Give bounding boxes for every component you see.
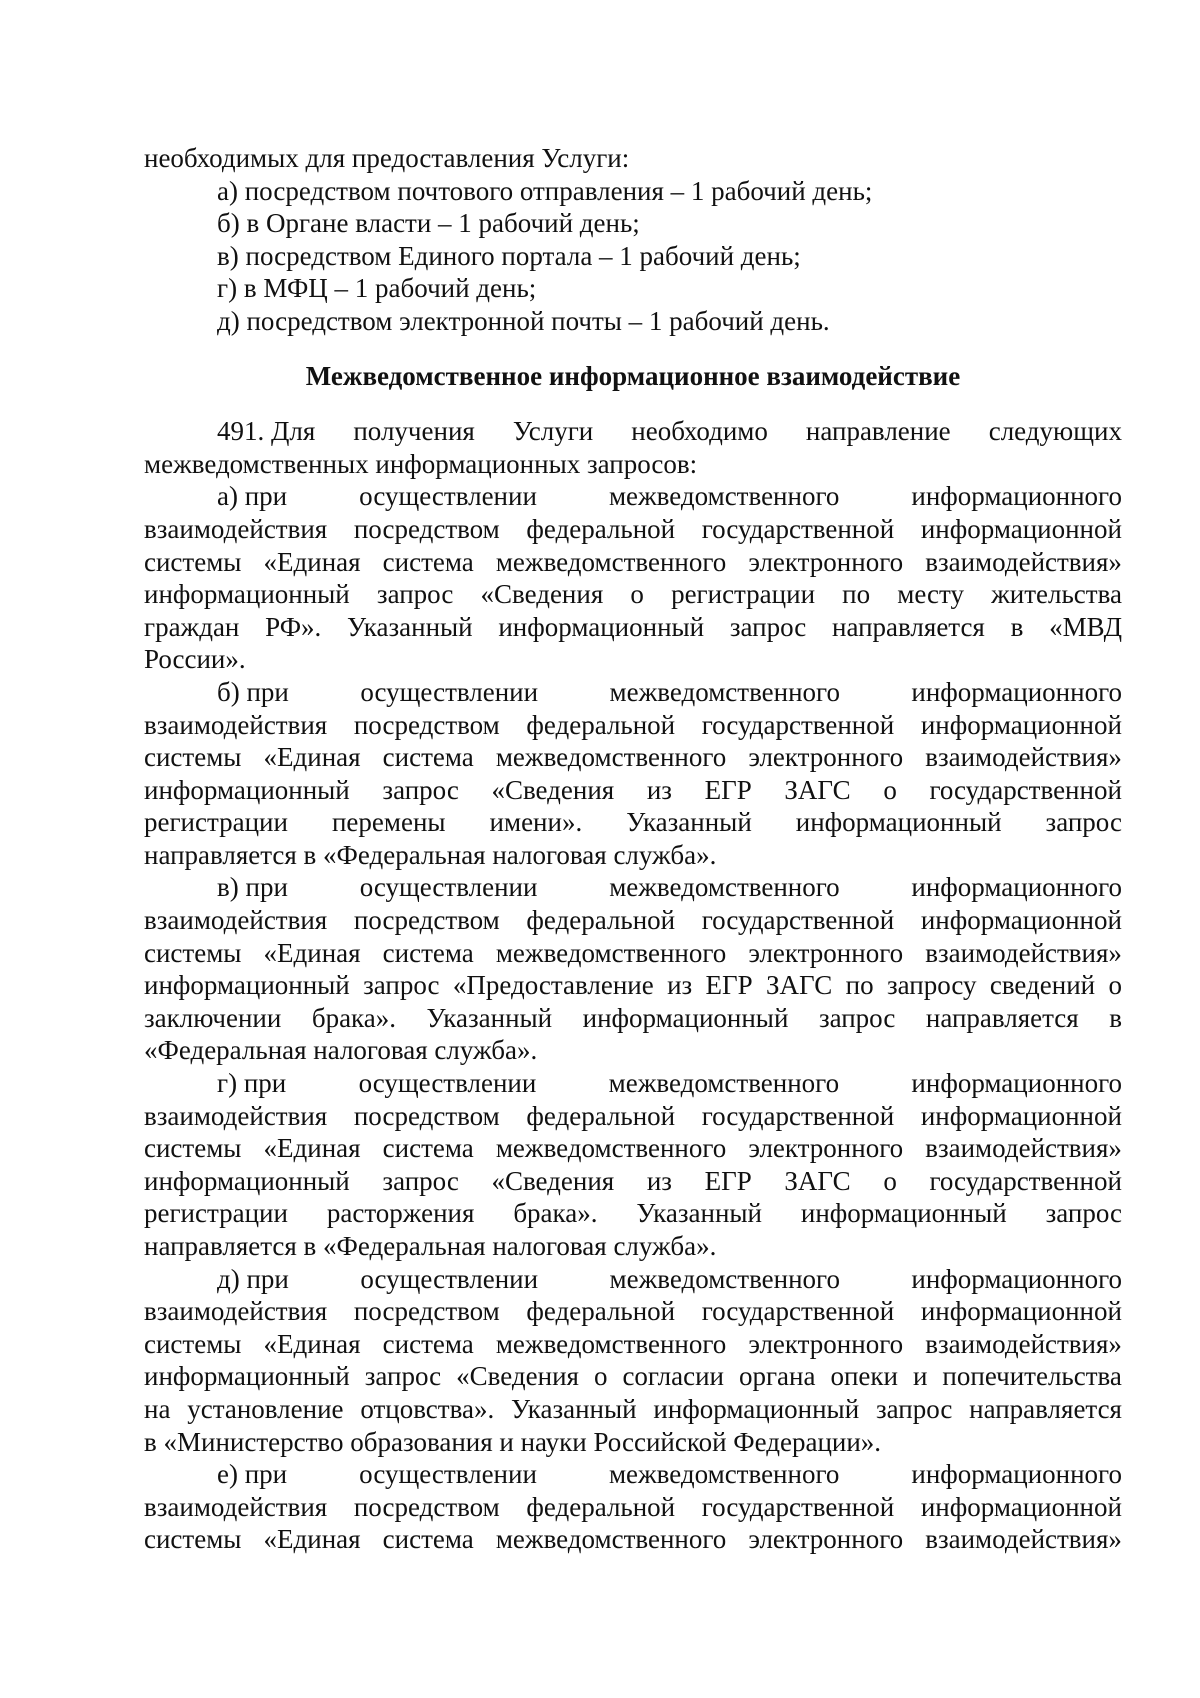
word: на: [144, 1393, 171, 1424]
word: сведений: [989, 970, 1096, 1001]
word: в: [1010, 611, 1024, 642]
word: по: [845, 970, 874, 1001]
word: ЕГР: [705, 970, 753, 1001]
word: информационного: [911, 1459, 1122, 1490]
word: информационный: [653, 1393, 860, 1424]
word: взаимодействия: [144, 709, 328, 740]
word: федеральной: [526, 1100, 676, 1131]
word: отцовства».: [360, 1393, 495, 1424]
word: электронного: [748, 742, 904, 773]
word: «Сведения: [491, 1165, 615, 1196]
word: о: [630, 579, 644, 610]
word: направляется: [925, 1002, 1079, 1033]
word: запрос: [1045, 807, 1122, 838]
item-b-line-1: [144, 676, 1122, 709]
word: федеральной: [526, 1296, 676, 1327]
item-v-line-1: [144, 871, 1122, 904]
item-b-line-6: направляется в «Федеральная налоговая служба».: [144, 839, 717, 870]
word: взаимодействия: [144, 1491, 328, 1522]
word: система: [382, 937, 474, 968]
word: взаимодействия»: [925, 937, 1122, 968]
word: информационной: [920, 1100, 1122, 1131]
word: запрос: [382, 1165, 459, 1196]
item-d-line-4: [144, 1360, 1122, 1393]
word: электронного: [748, 1328, 904, 1359]
item-g-line-6: направляется в «Федеральная налоговая служба».: [144, 1231, 717, 1261]
word: о: [1108, 970, 1122, 1001]
word: государственной: [701, 1100, 895, 1131]
word: ЕГР: [704, 774, 752, 805]
word: взаимодействия: [144, 1296, 328, 1327]
word: «Единая: [263, 742, 361, 773]
word: информационный: [144, 970, 350, 1001]
section-heading: Межведомственное информационное взаимодействие: [305, 360, 961, 391]
item-v-line-2: [144, 904, 1122, 937]
word: РФ».: [265, 611, 322, 642]
word: государственной: [701, 513, 895, 544]
intro-line: необходимых для предоставления Услуги:: [144, 143, 630, 173]
word: системы: [144, 546, 242, 577]
document-body: [144, 142, 1122, 1556]
word: установление: [187, 1393, 344, 1424]
word: Указанный: [426, 1002, 553, 1033]
word: е) при: [217, 1459, 288, 1490]
word: осуществлении: [359, 1459, 537, 1490]
word: «Сведения: [456, 1361, 579, 1392]
word: органа: [738, 1361, 816, 1392]
intro-item-d: д) посредством электронной почты – 1 рабочий день.: [217, 305, 830, 336]
word: направление: [805, 416, 951, 447]
item-v-line-5: [144, 1002, 1122, 1035]
word: информационный: [144, 1361, 350, 1392]
word: месту: [897, 579, 964, 610]
word: попечительства: [942, 1361, 1122, 1392]
word: информационной: [920, 1296, 1122, 1327]
word: информационной: [920, 513, 1122, 544]
word: ЗАГС: [766, 970, 833, 1001]
word: о: [593, 1361, 608, 1392]
item-a-line-5: [144, 611, 1122, 644]
word: ЗАГС: [784, 1165, 851, 1196]
word: система: [382, 1524, 474, 1555]
word: направляется: [832, 611, 985, 642]
intro-item-b: б) в Органе власти – 1 рабочий день;: [217, 208, 640, 239]
word: «Единая: [263, 546, 361, 577]
word: перемены: [331, 807, 446, 838]
item-b-line-3: [144, 741, 1122, 774]
word: осуществлении: [358, 1068, 537, 1099]
word: регистрации: [144, 1198, 288, 1229]
word: получения: [353, 416, 475, 447]
word: межведомственного: [495, 742, 727, 773]
word: информационный: [144, 1165, 350, 1196]
word: Указанный: [347, 611, 473, 642]
word: из: [646, 1165, 672, 1196]
word: межведомственного: [609, 676, 840, 707]
word: система: [382, 546, 474, 577]
word: информационный: [498, 611, 705, 642]
word: из: [646, 774, 672, 805]
item-b-line-2: [144, 709, 1122, 742]
item-a-line-6: России».: [144, 644, 246, 675]
word: о: [883, 1165, 897, 1196]
word: информационной: [920, 709, 1122, 740]
word: брака».: [513, 1198, 598, 1229]
word: граждан: [144, 611, 240, 642]
word: государственной: [701, 1296, 895, 1327]
word: взаимодействия»: [925, 742, 1122, 773]
word: система: [382, 742, 474, 773]
intro-item-a: а) посредством почтового отправления – 1 рабочий день;: [217, 175, 873, 206]
word: «Сведения: [491, 774, 615, 805]
word: федеральной: [526, 709, 676, 740]
word: имени».: [489, 807, 583, 838]
word: электронного: [748, 1133, 904, 1164]
item-a-line-1: [144, 480, 1122, 513]
word: необходимо: [631, 416, 768, 447]
word: системы: [144, 1524, 242, 1555]
item-d-line-5: [144, 1393, 1122, 1426]
word: запрос: [376, 579, 454, 610]
item-e-line-1: [144, 1458, 1122, 1491]
p491-line-2: межведомственных информационных запросов:: [144, 448, 698, 479]
word: в) при: [217, 872, 288, 903]
word: взаимодействия: [144, 513, 328, 544]
word: информационный: [144, 774, 350, 805]
word: межведомственного: [608, 481, 840, 512]
word: информационного: [911, 481, 1122, 512]
word: осуществлении: [360, 676, 539, 707]
word: информационный: [582, 1002, 789, 1033]
item-e-line-2: [144, 1491, 1122, 1524]
word: посредством: [353, 1491, 500, 1522]
item-a-line-2: [144, 513, 1122, 546]
word: «Сведения: [480, 579, 604, 610]
word: запрос: [364, 1361, 442, 1392]
word: информационной: [920, 1491, 1122, 1522]
word: в: [1109, 1002, 1122, 1033]
word: б) при: [217, 676, 289, 707]
word: согласии: [622, 1361, 724, 1392]
word: межведомственного: [495, 1524, 727, 1555]
word: «Предоставление: [452, 970, 654, 1001]
word: информационного: [911, 676, 1122, 707]
word: «Единая: [263, 1328, 361, 1359]
word: межведомственного: [609, 1263, 840, 1294]
word: государственной: [701, 905, 895, 936]
word: заключении: [144, 1002, 282, 1033]
word: информационного: [911, 1068, 1122, 1099]
word: запрос: [1045, 1198, 1122, 1229]
word: г) при: [217, 1068, 287, 1099]
item-g-line-3: [144, 1132, 1122, 1165]
word: запрос: [363, 970, 440, 1001]
word: взаимодействия»: [925, 1524, 1122, 1555]
word: посредством: [353, 1296, 500, 1327]
word: регистрации: [671, 579, 816, 610]
word: система: [382, 1328, 474, 1359]
word: «Единая: [263, 1133, 361, 1164]
item-d-line-1: [144, 1263, 1122, 1296]
word: опеки: [830, 1361, 898, 1392]
word: государственной: [701, 1491, 895, 1522]
word: Указанный: [636, 1198, 762, 1229]
word: государственной: [929, 774, 1122, 805]
word: следующих: [988, 416, 1122, 447]
word: информационного: [911, 872, 1122, 903]
intro-item-g: г) в МФЦ – 1 рабочий день;: [217, 273, 537, 304]
item-d-line-6: в «Министерство образования и науки Российской Федерации».: [144, 1426, 882, 1457]
word: взаимодействия»: [925, 1133, 1122, 1164]
word: брака».: [311, 1002, 396, 1033]
word: системы: [144, 1328, 242, 1359]
word: информационный: [144, 579, 350, 610]
word: запрос: [818, 1002, 896, 1033]
word: взаимодействия: [144, 1100, 328, 1131]
word: из: [667, 970, 693, 1001]
word: посредством: [353, 1100, 500, 1131]
word: запрос: [729, 611, 807, 642]
word: информационного: [911, 1263, 1122, 1294]
word: межведомственного: [495, 546, 727, 577]
word: осуществлении: [360, 1263, 539, 1294]
item-d-line-2: [144, 1295, 1122, 1328]
word: Услуги: [512, 416, 594, 447]
item-e-line-3: [144, 1523, 1122, 1556]
word: информационной: [920, 905, 1122, 936]
word: посредством: [353, 513, 500, 544]
word: информационный: [800, 1198, 1007, 1229]
word: по: [842, 579, 871, 610]
word: межведомственного: [495, 937, 727, 968]
word: ЕГР: [704, 1165, 752, 1196]
word: системы: [144, 937, 242, 968]
word: взаимодействия: [144, 905, 328, 936]
word: взаимодействия»: [925, 1328, 1122, 1359]
item-g-line-2: [144, 1100, 1122, 1133]
item-g-line-5: [144, 1197, 1122, 1230]
word: «МВД: [1049, 611, 1122, 642]
word: системы: [144, 1133, 242, 1164]
word: и: [912, 1361, 928, 1392]
word: «Единая: [263, 1524, 361, 1555]
word: осуществлении: [359, 481, 537, 512]
word: Указанный: [626, 807, 752, 838]
item-g-line-4: [144, 1165, 1122, 1198]
word: расторжения: [326, 1198, 475, 1229]
word: системы: [144, 742, 242, 773]
intro-item-v: в) посредством Единого портала – 1 рабочий день;: [217, 240, 801, 271]
item-a-line-4: [144, 578, 1122, 611]
word: межведомственного: [608, 1459, 840, 1490]
item-v-line-6: «Федеральная налоговая служба».: [144, 1035, 538, 1066]
word: запрос: [382, 774, 459, 805]
word: д) при: [217, 1263, 289, 1294]
item-b-line-5: [144, 806, 1122, 839]
word: электронного: [748, 1524, 904, 1555]
word: направляется: [969, 1393, 1122, 1424]
item-v-line-3: [144, 937, 1122, 970]
item-b-line-4: [144, 774, 1122, 807]
word: система: [382, 1133, 474, 1164]
word: посредством: [353, 905, 500, 936]
word: федеральной: [526, 905, 676, 936]
word: 491. Для: [217, 416, 316, 447]
word: федеральной: [526, 1491, 676, 1522]
word: запрос: [875, 1393, 953, 1424]
word: осуществлении: [359, 872, 538, 903]
word: федеральной: [526, 513, 676, 544]
word: электронного: [748, 546, 904, 577]
word: информационный: [795, 807, 1002, 838]
word: электронного: [748, 937, 904, 968]
word: Указанный: [511, 1393, 637, 1424]
item-d-line-3: [144, 1328, 1122, 1361]
item-v-line-4: [144, 969, 1122, 1002]
word: межведомственного: [495, 1133, 727, 1164]
word: посредством: [353, 709, 500, 740]
word: ЗАГС: [784, 774, 851, 805]
word: а) при: [217, 481, 288, 512]
word: государственной: [929, 1165, 1122, 1196]
item-g-line-1: [144, 1067, 1122, 1100]
p491-line-1: [144, 415, 1122, 448]
item-a-line-3: [144, 546, 1122, 579]
word: запросу: [886, 970, 977, 1001]
word: государственной: [701, 709, 895, 740]
word: взаимодействия»: [925, 546, 1122, 577]
word: межведомственного: [609, 872, 840, 903]
word: о: [883, 774, 897, 805]
word: регистрации: [144, 807, 288, 838]
word: межведомственного: [495, 1328, 727, 1359]
word: жительства: [991, 579, 1122, 610]
word: «Единая: [263, 937, 361, 968]
word: межведомственного: [608, 1068, 840, 1099]
